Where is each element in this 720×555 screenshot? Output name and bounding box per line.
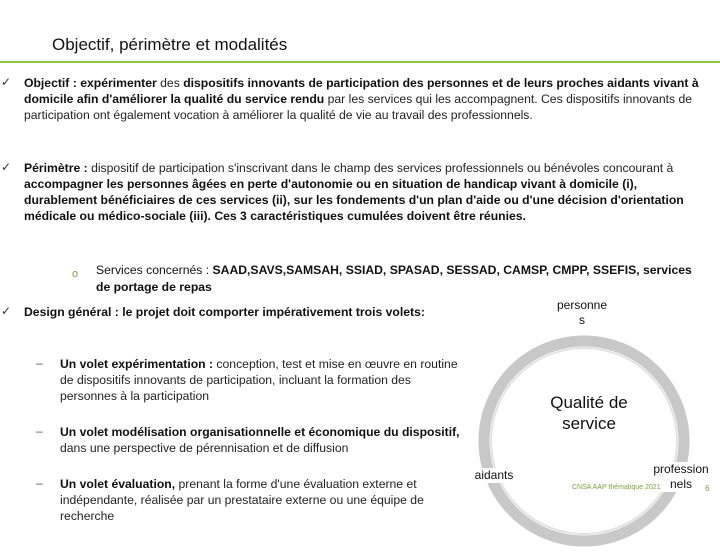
perimetre-label: Périmètre : [24,161,88,175]
page-number: 6 [705,484,710,493]
volet-text: dans une perspective de pérennisation et de diffusion [60,441,349,455]
diagram-node-aidants [466,468,522,483]
diagram-center-label [544,392,634,434]
objectif-paragraph [24,75,704,123]
volet-item [60,356,462,404]
title-divider [0,61,720,63]
volet-text: prenant la forme d'une évaluation externe et indépendante, réalisée par un prestataire externe ou une équipe de recherche [60,477,424,523]
ring-inner-shade [491,348,677,534]
perimetre-text-1: dispositif de participation s'inscrivant dans le champ des services professionnels ou bénévoles concourant à [87,161,674,175]
volet-bold: Un volet modélisation organisationnelle et économique du dispositif, [60,425,460,439]
perimetre-bold-1: accompagner les personnes âgées en perte d'autonomie ou en situation de handicap vivant à domicile (i), durablement bénéficiaires de ces services (ii), sur les fondements d'un plan d'aide ou d'une décision d'orientation médicale ou médico-sociale (iii). Ces 3 caractéristiques cumulées doivent être réunies. [24,177,684,223]
objectif-text-1: des [156,76,184,90]
services-paragraph [96,262,696,296]
diagram-node-professionnels-text: professionnels [653,462,709,491]
diagram-node-personnes [556,298,608,328]
volet-bold: Un volet évaluation, [60,477,176,491]
perimetre-paragraph [24,160,704,224]
ring-circle [484,341,684,541]
checkmark-icon: ✓ [1,304,12,318]
circle-bullet-icon: o [72,268,79,280]
diagram-node-personnes-text: personnes [556,298,608,327]
dash-bullet-icon: – [36,356,43,370]
volet-bold: Un volet expérimentation : [60,357,214,371]
objectif-text-2: par les services qui les accompagnent. Ces dispositifs innovants de participation ont également vocation à améliorer la qualité de vie au travail des professionnels. [24,92,693,122]
volet-text: conception, test et mise en œuvre en routine de dispositifs innovants de participation, incluant la formation des personnes à la participation [60,357,458,403]
diagram-node-aidants-text: aidants [474,468,514,482]
diagram-center-text: Qualité de service [550,393,628,433]
volet-item [60,424,462,456]
checkmark-icon: ✓ [1,160,12,174]
objectif-bold-1: expérimenter [80,76,157,90]
quality-diagram [470,327,698,555]
volet-item [60,476,462,524]
objectif-label: Objectif : [24,76,77,90]
objectif-bold-2: dispositifs innovants de participation des personnes et de leurs proches aidants vivant à domicile afin d'améliorer la qualité du service rendu [24,76,699,106]
dash-bullet-icon: – [36,424,43,438]
footer-text: CNSA AAP thématique 2021 [572,484,661,491]
page-title: Objectif, périmètre et modalités [52,35,288,54]
checkmark-icon: ✓ [1,75,12,89]
services-text: Services concernés : [96,263,213,277]
dash-bullet-icon: – [36,476,43,490]
design-paragraph: Design général : le projet doit comporter impérativement trois volets: [24,305,425,319]
services-bold: SAAD,SAVS,SAMSAH, SSIAD, SPASAD, SESSAD, CAMSP, CMPP, SSEFIS, services de portage de repas [96,263,692,294]
